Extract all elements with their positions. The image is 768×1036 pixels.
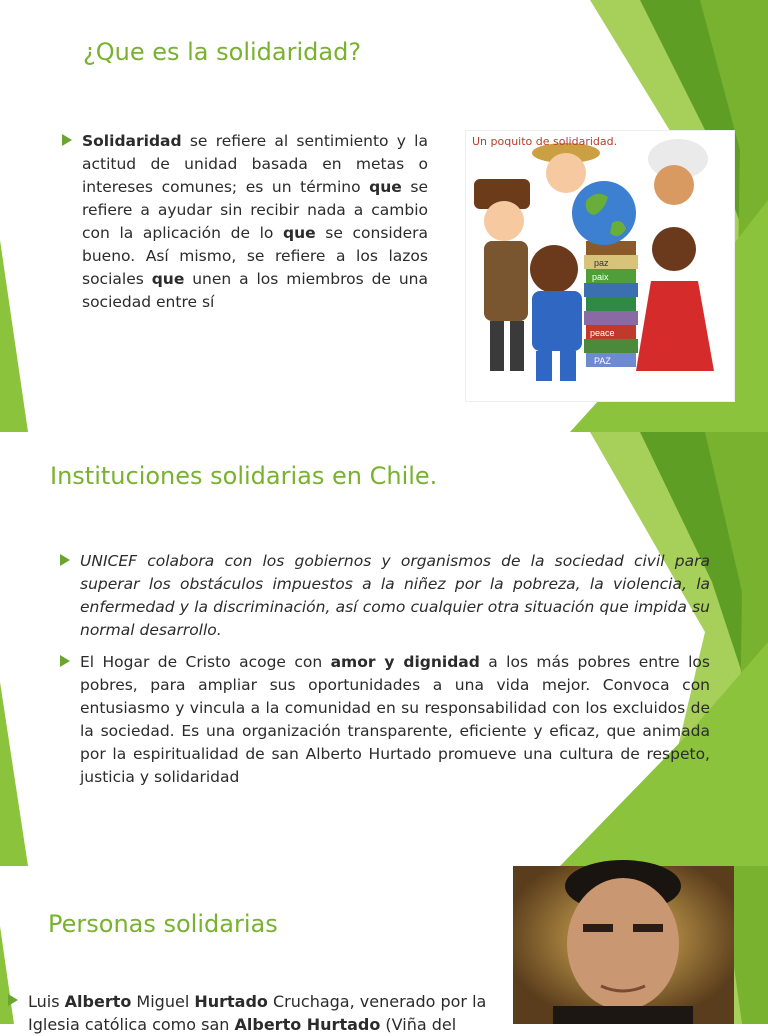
- bullet-text: El Hogar de Cristo acoge con amor y dignidad a los más pobres entre los pobres, para ampliar sus oportunidades a una vida mejor. Convoca con entusiasmo y vincula a la comunidad en su responsabilidad con los excluidos de la sociedad. Es una organización transparente, eficiente y eficaz, que animada por la espiritualidad de san Alberto Hurtado promueve una cultura de respeto, justicia y solidaridad: [80, 653, 710, 786]
- bullet-text: Luis Alberto Miguel Hurtado Cruchaga, venerado por la Iglesia católica como san Alberto Hurtado (Viña del: [28, 992, 487, 1034]
- book-label: PAZ: [594, 356, 611, 366]
- book-label: paix: [592, 272, 609, 282]
- bullet-hogar-de-cristo: [60, 651, 710, 789]
- slide-title: Personas solidarias: [48, 910, 278, 938]
- bullet-alberto-hurtado: [8, 990, 500, 1036]
- bullet-unicef: [60, 550, 710, 642]
- bullet-text: Solidaridad se refiere al sentimiento y la actitud de unidad basada en metas o intereses comunes; es un término que se refiere a ayudar sin recibir nada a cambio con la aplicación de lo que se considera bueno. Así mismo, se refiere a los lazos sociales que unen a los miembros de una sociedad entre sí: [82, 132, 428, 311]
- solidarity-illustration: [465, 130, 735, 402]
- slide-title: ¿Que es la solidaridad?: [83, 38, 362, 66]
- slide-2: [0, 432, 768, 866]
- slide-3: [0, 866, 768, 1034]
- bullet-text: UNICEF colabora con los gobiernos y organismos de la sociedad civil para superar los obstáculos impuestos a la niñez por la pobreza, la violencia, la enfermedad y la discriminación, así como cualquier otra situación que impida su normal desarrollo.: [80, 552, 710, 639]
- book-label: paz: [594, 258, 609, 268]
- bullet-arrow-icon: [60, 655, 70, 667]
- bullet-definition: [62, 130, 428, 314]
- green-decoration: [0, 432, 768, 866]
- book-label: peace: [590, 328, 615, 338]
- portrait-alberto-hurtado: [513, 866, 734, 1024]
- slide-1: [0, 0, 768, 432]
- bullet-arrow-icon: [62, 134, 72, 146]
- children-globe-illustration: [466, 131, 734, 401]
- portrait-image: [513, 866, 734, 1024]
- illustration-caption: Un poquito de solidaridad.: [472, 135, 618, 148]
- bullet-arrow-icon: [8, 994, 18, 1006]
- bullet-arrow-icon: [60, 554, 70, 566]
- slide-title: Instituciones solidarias en Chile.: [50, 462, 438, 490]
